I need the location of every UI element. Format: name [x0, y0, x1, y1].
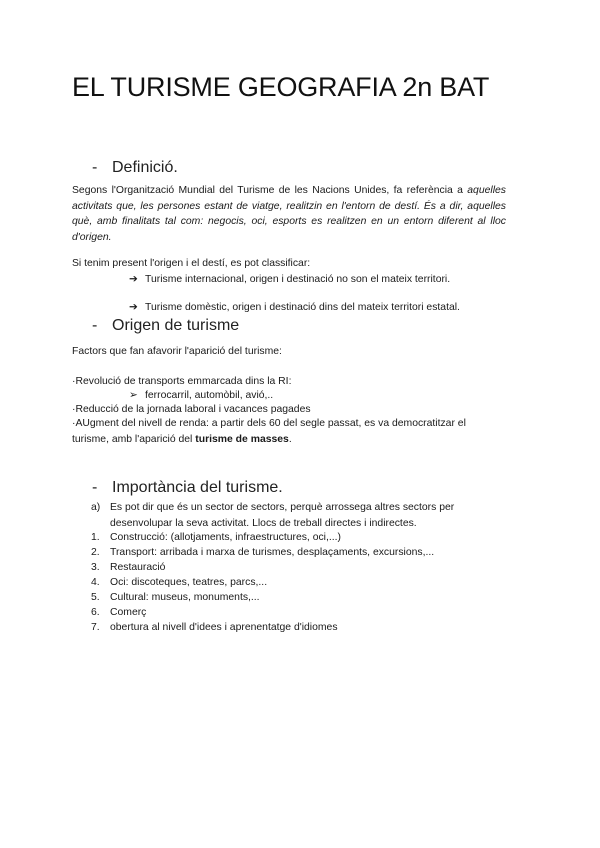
- item-number: 7.: [91, 622, 100, 633]
- item-number: 3.: [91, 562, 100, 573]
- classify-intro: Si tenim present l'origen i el destí, es pot classificar:: [72, 258, 311, 269]
- heading-text: Definició.: [112, 159, 178, 176]
- heading-text: Origen de turisme: [112, 317, 240, 334]
- numbered-list: [91, 530, 511, 640]
- list-item: [129, 272, 450, 288]
- heading-importancia: [92, 479, 392, 501]
- item-number: 6.: [91, 607, 100, 618]
- factor-item: ·Reducció de la jornada laboral i vacances pagades: [72, 404, 311, 415]
- numbered-item: [91, 605, 511, 620]
- heading-bullet: -: [92, 317, 98, 334]
- list-item-text: Turisme domèstic, origen i destinació dins del mateix territori estatal.: [145, 302, 460, 313]
- numbered-item: [91, 530, 511, 545]
- heading-bullet: -: [92, 159, 98, 176]
- heading-definicio: [92, 159, 392, 181]
- list-item: [129, 300, 460, 316]
- item-number: 4.: [91, 577, 100, 588]
- item-text: Transport: arribada i marxa de turismes, desplaçaments, excursions,...: [110, 547, 435, 558]
- item-text: Cultural: museus, monuments,...: [110, 592, 260, 603]
- arrowhead-icon: ➢: [129, 390, 138, 401]
- numbered-item: [91, 590, 511, 605]
- sub-list-item-text: ferrocarril, automòbil, avió,..: [145, 390, 274, 401]
- factor-bold-text: turisme de masses: [195, 433, 289, 445]
- item-number: 1.: [91, 532, 100, 543]
- factors-intro: Factors que fan afavorir l'aparició del turisme:: [72, 346, 282, 357]
- factor-text: ·AUgment del nivell de renda: a partir dels 60 del segle passat, es va democratitzar el turisme, amb l'aparició del: [72, 418, 466, 445]
- heading-bullet: -: [92, 479, 98, 496]
- item-text: Comerç: [110, 607, 147, 618]
- arrow-icon: ➔: [129, 302, 138, 313]
- heading-text: Importància del turisme.: [112, 479, 283, 496]
- definition-paragraph: [72, 183, 506, 245]
- numbered-item: [91, 560, 511, 575]
- item-text: Oci: discoteques, teatres, parcs,...: [110, 577, 268, 588]
- page-title: EL TURISME GEOGRAFIA 2n BAT: [72, 72, 490, 102]
- heading-origen: [92, 317, 392, 339]
- factor-item: [72, 416, 504, 447]
- item-text: Construcció: (allotjaments, infraestructures, oci,...): [110, 532, 341, 543]
- factor-item: ·Revolució de transports emmarcada dins la RI:: [72, 376, 292, 387]
- item-text: obertura al nivell d'idees i aprenentatge d'idiomes: [110, 622, 338, 633]
- definition-italic-text: aquelles activitats que, les persones estant de viatge, realitzin en l'entorn de destí. És a dir, aquelles què, amb finalitats tal com: negocis, oci, esports es realitzen en un entorn diferent al lloc d'origen.: [72, 185, 506, 243]
- list-label-a: a): [91, 502, 101, 513]
- factor-end: .: [288, 433, 292, 445]
- item-number: 5.: [91, 592, 100, 603]
- item-text: Restauració: [110, 562, 166, 573]
- definition-text: Segons l'Organització Mundial del Turisme de les Nacions Unides, fa referència a: [72, 185, 468, 196]
- list-item-text: Turisme internacional, origen i destinació no son el mateix territori.: [145, 274, 451, 285]
- item-number: 2.: [91, 547, 100, 558]
- arrow-icon: ➔: [129, 274, 138, 285]
- list-item-a-text: Es pot dir que és un sector de sectors, perquè arrossega altres sectors per desenvolupar la seva activitat. Llocs de treball directes i indirectes.: [110, 502, 455, 529]
- numbered-item: [91, 575, 511, 590]
- numbered-item: [91, 545, 511, 560]
- numbered-item: [91, 620, 511, 635]
